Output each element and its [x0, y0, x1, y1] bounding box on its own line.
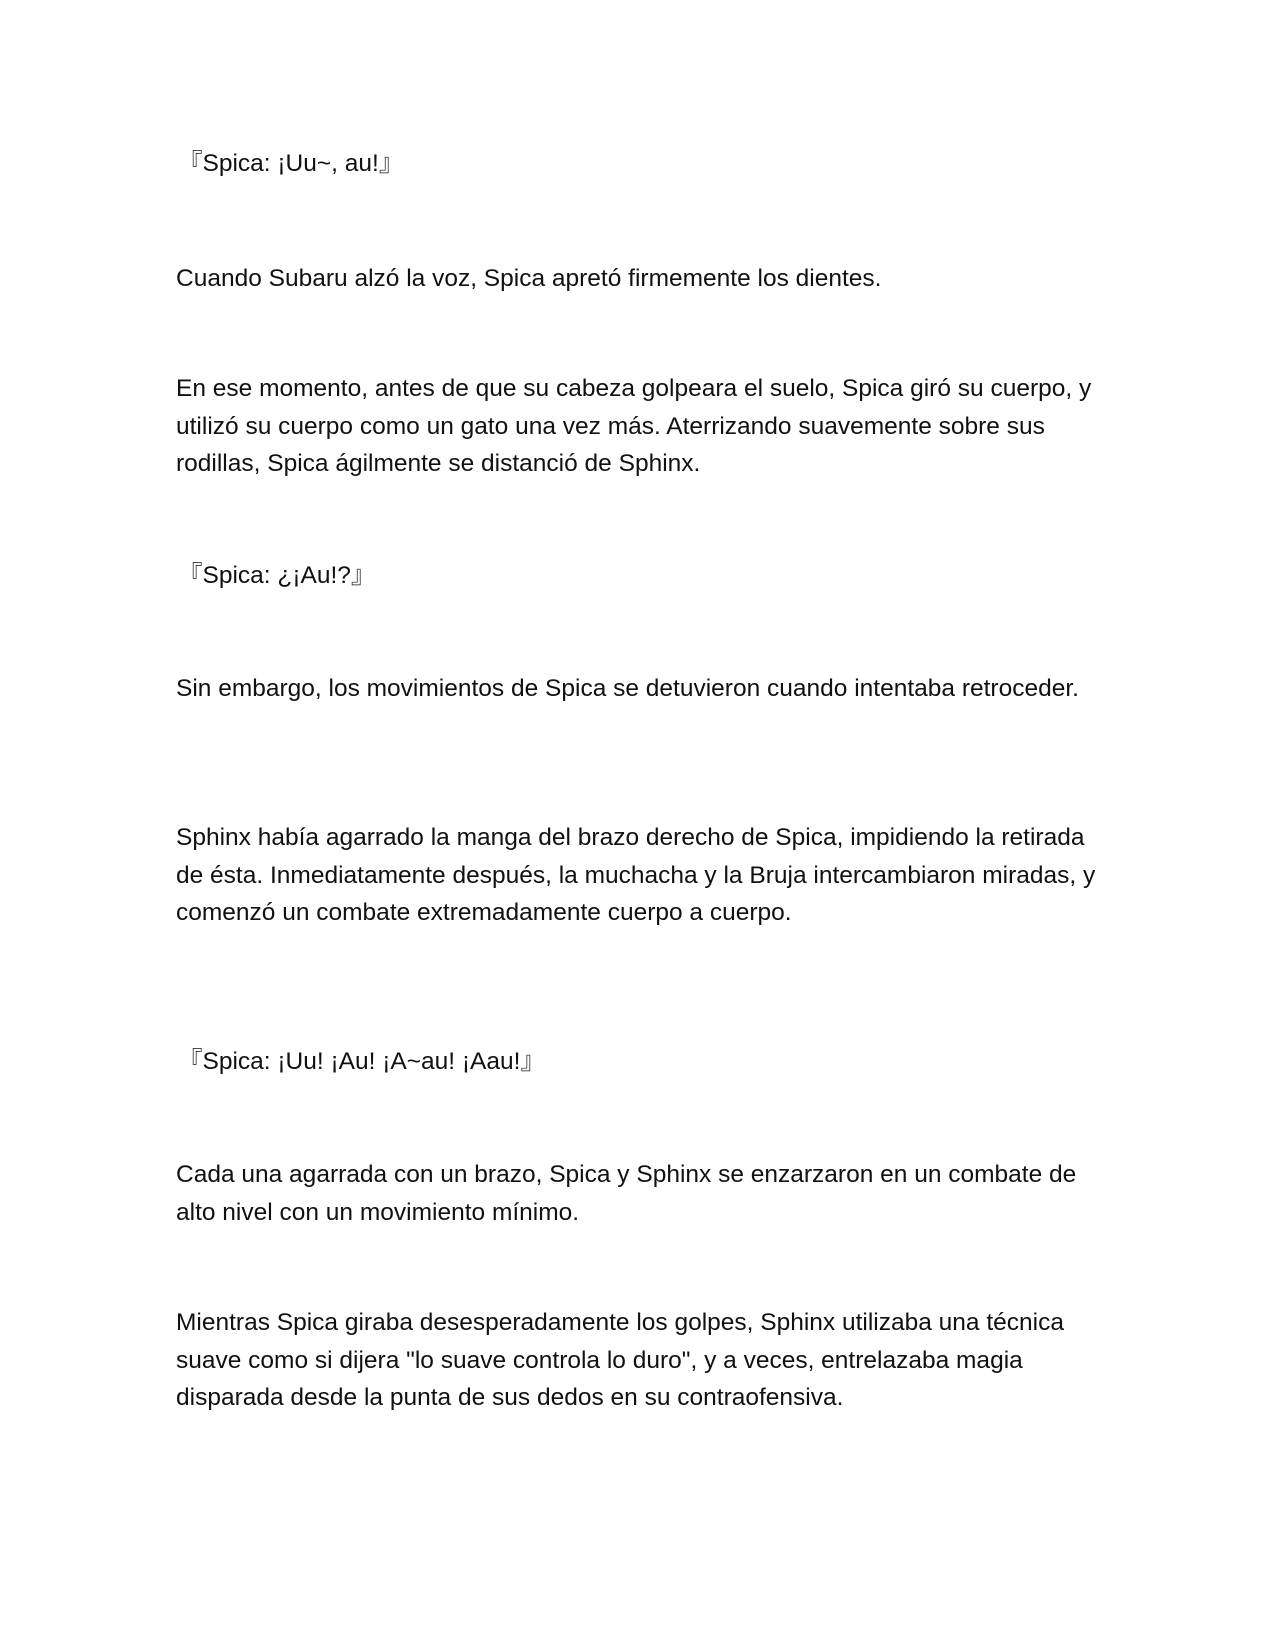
paragraph: Sin embargo, los movimientos de Spica se detuvieron cuando intentaba retroceder. — [176, 675, 1079, 702]
dialogue-line: 『Spica: ¡Uu! ¡Au! ¡A~au! ¡Aau!』 — [178, 1048, 545, 1075]
paragraph: En ese momento, antes de que su cabeza golpeara el suelo, Spica giró su cuerpo, y utilizó su cuerpo como un gato una vez más. Aterrizando suavemente sobre sus rodillas, Spica ágilmente se distanció de Sphinx. — [176, 375, 1092, 477]
paragraph: Cada una agarrada con un brazo, Spica y Sphinx se enzarzaron en un combate de alto nivel con un movimiento mínimo. — [176, 1161, 1077, 1226]
paragraph: Sphinx había agarrado la manga del brazo derecho de Spica, impidiendo la retirada de ésta. Inmediatamente después, la muchacha y la Bruja intercambiaron miradas, y comenzó un combate extremadamente cuerpo a cuerpo. — [176, 824, 1096, 926]
paragraph: Cuando Subaru alzó la voz, Spica apretó firmemente los dientes. — [176, 265, 882, 292]
paragraph: Mientras Spica giraba desesperadamente los golpes, Sphinx utilizaba una técnica suave como si dijera "lo suave controla lo duro", y a veces, entrelazaba magia disparada desde la punta de sus dedos en su contraofensiva. — [176, 1309, 1064, 1411]
dialogue-line: 『Spica: ¿¡Au!?』 — [178, 562, 376, 589]
dialogue-line: 『Spica: ¡Uu~, au!』 — [178, 150, 404, 177]
